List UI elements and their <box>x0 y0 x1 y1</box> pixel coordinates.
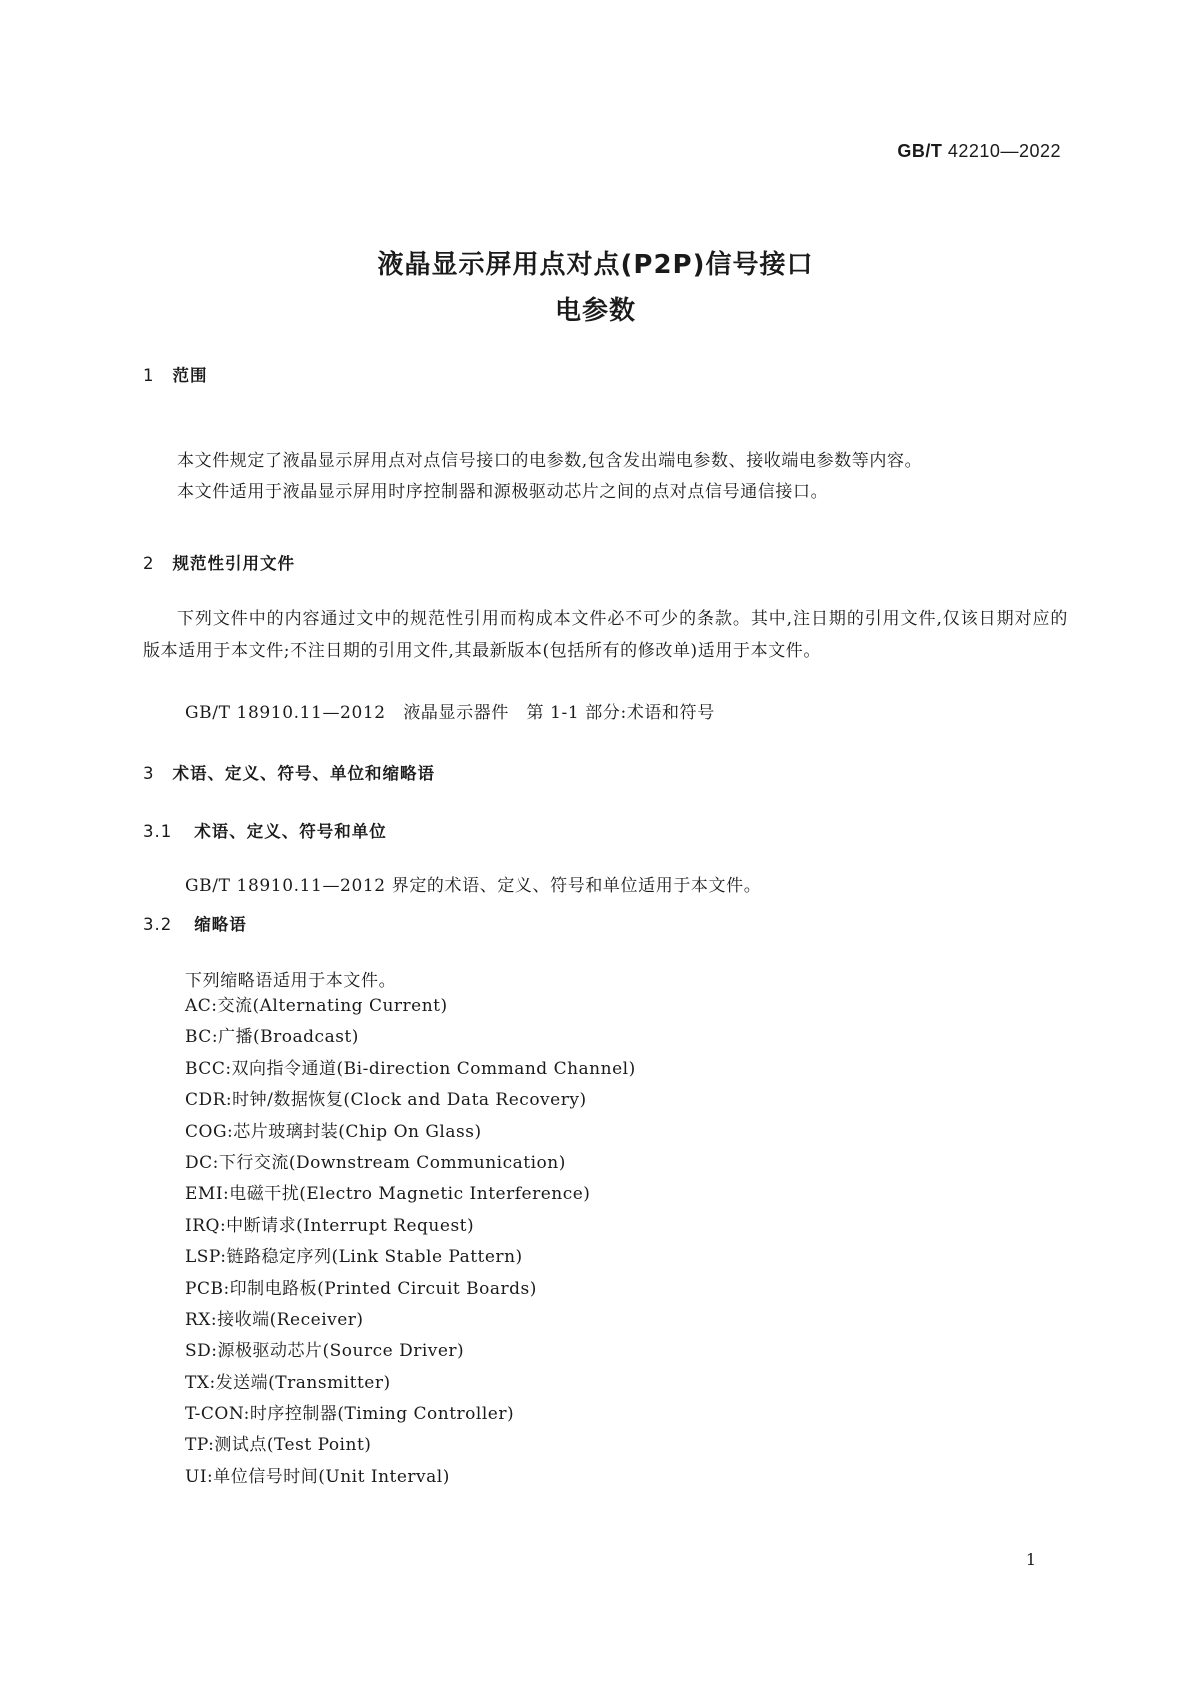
abbreviation-item: SD:源极驱动芯片(Source Driver) <box>185 1341 465 1362</box>
abbreviation-item: T-CON:时序控制器(Timing Controller) <box>185 1404 515 1425</box>
abbreviation-item: CDR:时钟/数据恢复(Clock and Data Recovery) <box>185 1090 587 1111</box>
section-3-2-title: 缩略语 <box>194 915 247 934</box>
abbreviation-item: PCB:印制电路板(Printed Circuit Boards) <box>185 1278 537 1299</box>
abbreviation-item: TX:发送端(Transmitter) <box>185 1372 391 1393</box>
section-2-reference: GB/T 18910.11—2012 液晶显示器件 第 1-1 部分:术语和符号 <box>185 703 715 723</box>
section-1-paragraph-2: 本文件适用于液晶显示屏用时序控制器和源极驱动芯片之间的点对点信号通信接口。 <box>177 482 829 502</box>
standard-prefix: GB/T <box>897 141 943 161</box>
section-3-2-intro: 下列缩略语适用于本文件。 <box>185 971 397 991</box>
abbreviation-item: BCC:双向指令通道(Bi-direction Command Channel) <box>185 1058 636 1079</box>
abbreviation-item: BC:广播(Broadcast) <box>185 1027 359 1048</box>
section-1-title: 范围 <box>172 366 208 385</box>
document-title-line1: 液晶显示屏用点对点(P2P)信号接口 <box>377 250 814 280</box>
section-2-number: 2 <box>143 554 155 573</box>
abbreviation-item: LSP:链路稳定序列(Link Stable Pattern) <box>185 1247 523 1268</box>
abbreviation-item: UI:单位信号时间(Unit Interval) <box>185 1466 450 1487</box>
section-2-title: 规范性引用文件 <box>172 554 295 573</box>
abbreviation-item: RX:接收端(Receiver) <box>185 1309 364 1330</box>
section-1-paragraph-1: 本文件规定了液晶显示屏用点对点信号接口的电参数,包含发出端电参数、接收端电参数等内容。 <box>177 451 923 471</box>
section-3-2-heading <box>143 911 247 935</box>
abbreviation-item: COG:芯片玻璃封装(Chip On Glass) <box>185 1121 482 1142</box>
section-2-heading <box>143 550 295 574</box>
standard-code <box>897 141 1061 162</box>
section-3-1-paragraph: GB/T 18910.11—2012 界定的术语、定义、符号和单位适用于本文件。 <box>185 876 762 896</box>
page-number: 1 <box>1025 1550 1036 1569</box>
section-3-number: 3 <box>143 764 155 783</box>
section-1-heading <box>143 362 208 386</box>
section-3-2-number: 3.2 <box>143 915 173 934</box>
section-3-title: 术语、定义、符号、单位和缩略语 <box>172 764 435 783</box>
standard-number: 42210—2022 <box>947 141 1061 161</box>
abbreviation-item: EMI:电磁干扰(Electro Magnetic Interference) <box>185 1184 591 1205</box>
section-2-paragraph: 下列文件中的内容通过文中的规范性引用而构成本文件必不可少的条款。其中,注日期的引用文件,仅该日期对应的版本适用于本文件;不注日期的引用文件,其最新版本(包括所有的修改单)适用于本文件。 <box>143 609 1068 661</box>
abbreviation-item: DC:下行交流(Downstream Communication) <box>185 1152 566 1173</box>
abbreviation-list <box>185 991 636 1493</box>
section-3-1-number: 3.1 <box>143 822 173 841</box>
section-3-1-title: 术语、定义、符号和单位 <box>194 822 387 841</box>
section-1-number: 1 <box>143 366 155 385</box>
abbreviation-item: AC:交流(Alternating Current) <box>185 996 448 1016</box>
document-title-line2: 电参数 <box>554 296 636 326</box>
abbreviation-item: IRQ:中断请求(Interrupt Request) <box>185 1215 475 1236</box>
document-title <box>0 242 1191 334</box>
section-3-heading <box>143 760 435 784</box>
section-3-1-heading <box>143 818 387 842</box>
abbreviation-item: TP:测试点(Test Point) <box>185 1435 372 1456</box>
